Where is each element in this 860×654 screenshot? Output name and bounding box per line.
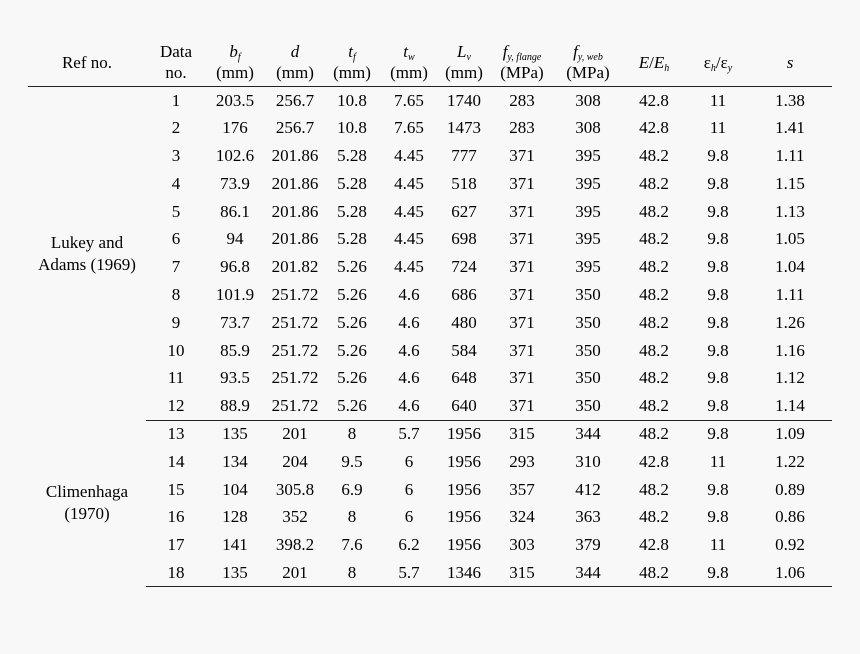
cell-s: 0.86 [775,507,805,527]
cell-data-no: 18 [146,559,206,587]
cell-tf: 9.5 [341,451,363,471]
cell-fy-flange: 371 [509,368,535,388]
header-eps-ratio: $\varepsilon_h/\varepsilon_y$ [688,38,748,87]
table-row [28,476,832,504]
cell-tw: 4.6 [378,392,440,420]
cell-bf: 176 [222,118,248,138]
cell-eps-ratio: 9.8 [707,284,729,304]
cell-data-no: 14 [167,451,185,471]
cell-s: 1.09 [775,424,805,444]
cell-fy-web: 363 [575,507,601,527]
cell-data-no: 5 [171,201,181,221]
cell-data-no: 15 [167,479,185,499]
cell-e-eh: 42.8 [639,118,669,138]
cell-lv: 648 [451,368,477,388]
header-bf: $b_f$ (mm) [206,38,264,87]
cell-fy-web: 395 [575,201,601,221]
cell-d: 251.72 [271,368,319,388]
cell-data-no: 12 [146,392,206,420]
ref-cell [28,87,146,421]
cell-lv: 1956 [447,507,481,527]
cell-lv: 1346 [440,559,488,587]
cell-d: 305.8 [275,479,315,499]
cell-bf: 96.8 [220,257,250,277]
cell-data-no: 6 [171,229,181,249]
cell-fy-web: 350 [575,340,601,360]
cell-fy-web: 412 [575,479,601,499]
cell-e-eh: 42.8 [639,90,669,110]
cell-lv: 1956 [447,535,481,555]
cell-lv: 724 [451,257,477,277]
header-fy-web: $f_{y, web}$ (MPa) [556,38,620,87]
cell-data-no: 7 [171,257,181,277]
cell-lv: 777 [451,145,477,165]
cell-tw: 4.45 [394,257,424,277]
cell-s: 1.14 [748,392,832,420]
cell-tw: 7.65 [394,118,424,138]
cell-d: 201.86 [271,201,319,221]
header-e-eh: $E/E_h$ [620,38,688,87]
table-row [28,364,832,392]
ref-cell [28,420,146,587]
cell-d: 256.7 [275,90,315,110]
cell-d: 256.7 [275,118,315,138]
cell-fy-flange: 371 [509,312,535,332]
cell-s: 1.15 [775,173,805,193]
table-row [28,337,832,365]
cell-e-eh: 48.2 [639,201,669,221]
table-row [28,531,832,559]
cell-tw: 4.6 [398,340,420,360]
cell-tf: 5.28 [337,201,367,221]
header-s: s [748,38,832,87]
cell-d: 201.86 [271,145,319,165]
cell-fy-web: 344 [575,424,601,444]
cell-tf: 10.8 [337,90,367,110]
cell-eps-ratio: 9.8 [688,392,748,420]
cell-bf: 73.9 [220,173,250,193]
cell-bf: 73.7 [220,312,250,332]
cell-bf: 85.9 [220,340,250,360]
cell-eps-ratio: 9.8 [707,229,729,249]
cell-tw: 7.65 [394,90,424,110]
cell-data-no: 4 [171,173,181,193]
cell-lv: 584 [451,340,477,360]
cell-e-eh: 48.2 [620,392,688,420]
cell-d: 204 [282,451,308,471]
table-row [28,142,832,170]
cell-bf: 101.9 [215,284,255,304]
table-row [28,114,832,142]
header-tw: $t_w$ (mm) [378,38,440,87]
cell-lv: 1473 [447,118,481,138]
cell-fy-flange: 283 [509,118,535,138]
cell-lv: 1956 [447,479,481,499]
cell-fy-web: 350 [575,284,601,304]
cell-fy-web: 395 [575,229,601,249]
cell-fy-web: 350 [575,312,601,332]
cell-e-eh: 48.2 [639,145,669,165]
cell-tw: 4.6 [398,368,420,388]
cell-data-no: 9 [171,312,181,332]
table-row [28,253,832,281]
cell-e-eh: 48.2 [639,229,669,249]
cell-eps-ratio: 11 [709,118,727,138]
table-row [28,198,832,226]
cell-d: 201 [282,424,308,444]
header-ref: Ref no. [28,38,146,87]
cell-data-no: 16 [167,507,185,527]
specimen-data-table [28,38,832,587]
cell-lv: 640 [440,392,488,420]
cell-lv: 698 [451,229,477,249]
cell-tf: 5.26 [337,368,367,388]
table-row [28,448,832,476]
cell-fy-web: 379 [575,535,601,555]
cell-fy-web: 344 [556,559,620,587]
cell-fy-flange: 371 [509,340,535,360]
cell-s: 1.38 [775,90,805,110]
cell-e-eh: 48.2 [639,257,669,277]
table-row [28,170,832,198]
cell-tw: 4.45 [394,145,424,165]
cell-bf: 86.1 [220,201,250,221]
cell-tw: 4.6 [398,312,420,332]
cell-eps-ratio: 9.8 [707,368,729,388]
cell-eps-ratio: 9.8 [707,507,729,527]
cell-lv: 627 [451,201,477,221]
header-tf: $t_f$ (mm) [326,38,378,87]
table-row [28,225,832,253]
cell-s: 0.92 [775,535,805,555]
cell-s: 1.41 [775,118,805,138]
cell-fy-web: 308 [575,118,601,138]
cell-e-eh: 48.2 [639,368,669,388]
cell-tw: 6 [404,451,414,471]
cell-tf: 5.26 [337,284,367,304]
cell-tf: 8 [326,559,378,587]
cell-fy-flange: 283 [509,90,535,110]
cell-e-eh: 48.2 [639,312,669,332]
cell-bf: 88.9 [206,392,264,420]
cell-fy-flange: 303 [509,535,535,555]
table-row [28,309,832,337]
cell-fy-web: 308 [575,90,601,110]
cell-bf: 135 [206,559,264,587]
cell-d: 251.72 [271,284,319,304]
ref-line: Lukey and [50,232,124,252]
cell-e-eh: 42.8 [639,535,669,555]
cell-d: 251.72 [264,392,326,420]
cell-data-no: 8 [171,284,181,304]
cell-s: 0.89 [775,479,805,499]
cell-fy-web: 395 [575,145,601,165]
table-body [28,87,832,587]
header-data-no: Data no. [146,38,206,87]
cell-eps-ratio: 9.8 [688,559,748,587]
cell-fy-web: 350 [556,392,620,420]
cell-e-eh: 48.2 [639,507,669,527]
ref-line: (1970) [64,504,110,524]
cell-fy-flange: 315 [509,424,535,444]
cell-lv: 686 [451,284,477,304]
cell-tf: 5.28 [337,173,367,193]
cell-eps-ratio: 9.8 [707,312,729,332]
cell-s: 1.06 [748,559,832,587]
cell-eps-ratio: 9.8 [707,201,729,221]
header-lv: $L_v$ (mm) [440,38,488,87]
table-row [28,420,832,448]
cell-eps-ratio: 11 [709,535,727,555]
cell-eps-ratio: 11 [709,451,727,471]
cell-tw: 4.45 [394,201,424,221]
cell-tw: 6 [404,507,414,527]
cell-d: 251.72 [271,312,319,332]
cell-data-no: 13 [167,424,185,444]
cell-data-no: 10 [167,340,185,360]
cell-tf: 6.9 [341,479,363,499]
cell-bf: 203.5 [215,90,255,110]
cell-eps-ratio: 9.8 [707,257,729,277]
cell-tf: 5.28 [337,229,367,249]
cell-data-no: 17 [167,535,185,555]
cell-d: 251.72 [271,340,319,360]
cell-tf: 7.6 [341,535,363,555]
cell-eps-ratio: 9.8 [707,424,729,444]
cell-tw: 5.7 [378,559,440,587]
cell-data-no: 2 [171,118,181,138]
table-row [28,281,832,309]
cell-e-eh: 48.2 [639,173,669,193]
cell-d: 352 [282,507,308,527]
table-row [28,503,832,531]
cell-bf: 94 [226,229,244,249]
cell-fy-flange: 371 [509,229,535,249]
cell-fy-flange: 371 [509,201,535,221]
cell-bf: 135 [222,424,248,444]
ref-line: Climenhaga [45,482,129,502]
cell-tw: 4.6 [398,284,420,304]
header-d: d (mm) [264,38,326,87]
table-row [28,87,832,115]
cell-tw: 4.45 [394,173,424,193]
cell-tw: 4.45 [394,229,424,249]
cell-fy-flange: 371 [488,392,556,420]
cell-bf: 134 [222,451,248,471]
cell-tw: 6 [404,479,414,499]
cell-data-no: 3 [171,145,181,165]
cell-fy-web: 310 [575,451,601,471]
header-row [28,38,832,87]
cell-s: 1.04 [775,257,805,277]
cell-eps-ratio: 9.8 [707,145,729,165]
cell-s: 1.22 [775,451,805,471]
table-row [28,559,832,587]
cell-d: 201.86 [271,173,319,193]
cell-tf: 5.28 [337,145,367,165]
cell-fy-flange: 371 [509,284,535,304]
cell-eps-ratio: 9.8 [707,479,729,499]
cell-tw: 6.2 [398,535,420,555]
cell-e-eh: 48.2 [620,559,688,587]
cell-s: 1.05 [775,229,805,249]
cell-tf: 5.26 [337,340,367,360]
cell-d: 201 [264,559,326,587]
cell-s: 1.11 [775,145,805,165]
cell-fy-flange: 371 [509,145,535,165]
cell-fy-web: 395 [575,257,601,277]
cell-fy-web: 350 [575,368,601,388]
cell-d: 201.82 [271,257,319,277]
cell-tf: 5.26 [337,257,367,277]
cell-fy-flange: 371 [509,257,535,277]
cell-tw: 5.7 [398,424,420,444]
cell-bf: 141 [222,535,248,555]
cell-s: 1.26 [775,312,805,332]
cell-bf: 128 [222,507,248,527]
cell-s: 1.16 [775,340,805,360]
cell-fy-flange: 315 [488,559,556,587]
cell-bf: 102.6 [215,145,255,165]
cell-tf: 8 [347,507,357,527]
cell-d: 201.86 [271,229,319,249]
cell-bf: 93.5 [220,368,250,388]
cell-data-no: 11 [167,368,185,388]
cell-e-eh: 48.2 [639,340,669,360]
cell-lv: 1956 [447,451,481,471]
cell-s: 1.12 [775,368,805,388]
cell-e-eh: 48.2 [639,424,669,444]
cell-e-eh: 42.8 [639,451,669,471]
cell-lv: 480 [451,312,477,332]
cell-lv: 1740 [447,90,481,110]
cell-s: 1.11 [775,284,805,304]
cell-data-no: 1 [171,90,181,110]
cell-e-eh: 48.2 [639,479,669,499]
cell-fy-web: 395 [575,173,601,193]
cell-tf: 10.8 [337,118,367,138]
cell-tf: 8 [347,424,357,444]
cell-bf: 104 [222,479,248,499]
cell-d: 398.2 [275,535,315,555]
cell-tf: 5.26 [337,312,367,332]
cell-e-eh: 48.2 [639,284,669,304]
ref-line: Adams (1969) [38,254,136,274]
cell-fy-flange: 293 [509,451,535,471]
cell-fy-flange: 371 [509,173,535,193]
cell-s: 1.13 [775,201,805,221]
cell-fy-flange: 324 [509,507,535,527]
cell-lv: 518 [451,173,477,193]
cell-lv: 1956 [447,424,481,444]
cell-eps-ratio: 11 [709,90,727,110]
cell-fy-flange: 357 [509,479,535,499]
cell-tf: 5.26 [326,392,378,420]
table-row [28,392,832,420]
cell-eps-ratio: 9.8 [707,173,729,193]
header-fy-flange: $f_{y, flange}$ (MPa) [488,38,556,87]
cell-eps-ratio: 9.8 [707,340,729,360]
